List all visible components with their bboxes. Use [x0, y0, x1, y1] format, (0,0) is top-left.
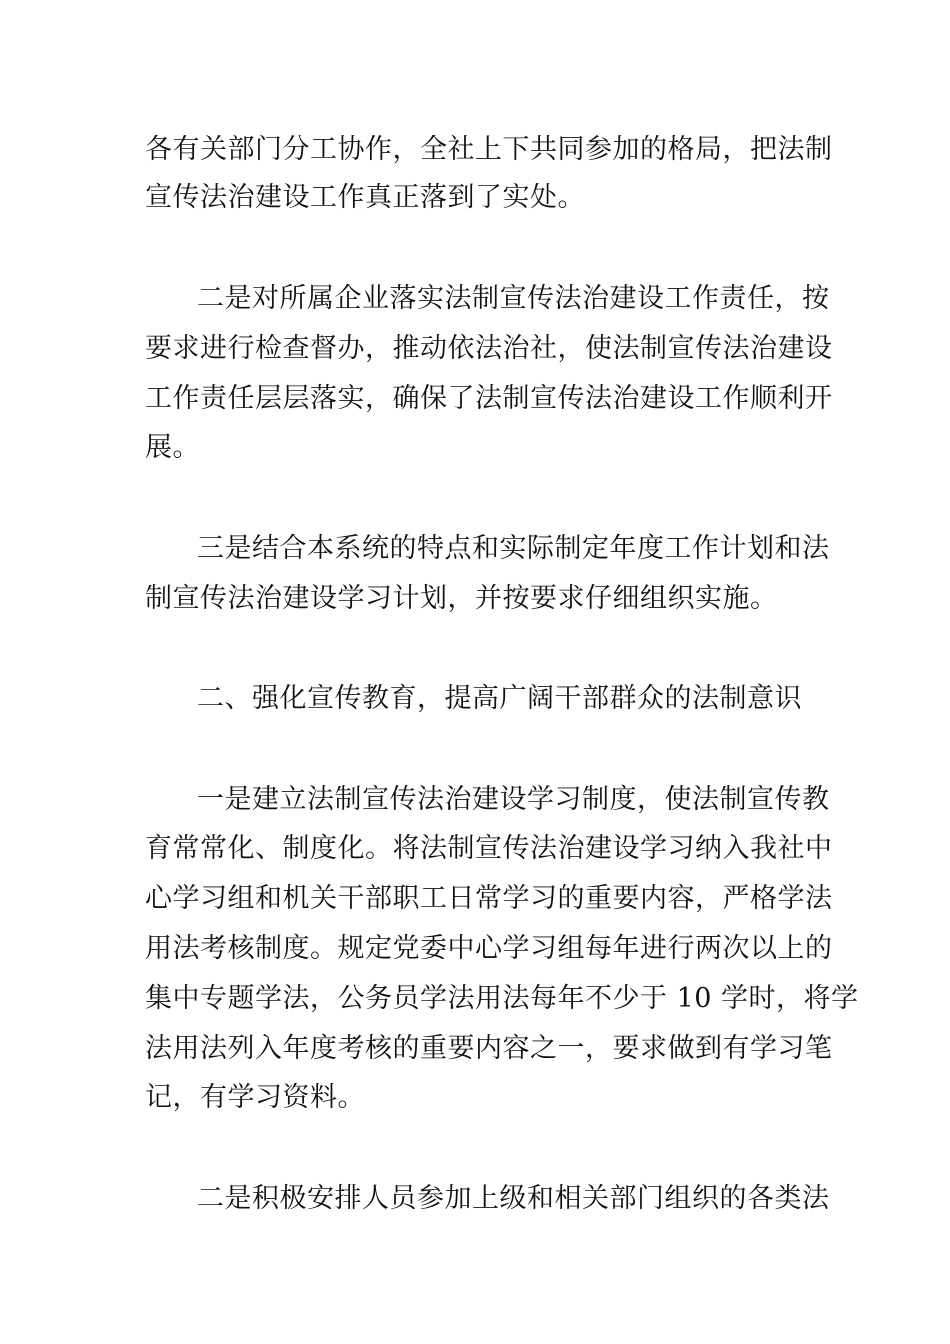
- paragraph-line: 二是积极安排人员参加上级和相关部门组织的各类法: [197, 1183, 830, 1214]
- paragraph-line: 二是对所属企业落实法制宣传法治建设工作责任，按: [197, 283, 830, 314]
- paragraph-line: 育常常化、制度化。将法制宣传法治建设学习纳入我社中: [145, 833, 833, 864]
- paragraph-line: 制宣传法治建设学习计划，并按要求仔细组织实施。: [145, 583, 778, 614]
- paragraph-line: 要求进行检查督办，推动依法治社，使法制宣传法治建设: [145, 333, 833, 364]
- paragraph-line: 工作责任层层落实，确保了法制宣传法治建设工作顺利开: [145, 383, 833, 414]
- paragraph-line: 用法考核制度。规定党委中心学习组每年进行两次以上的: [145, 933, 833, 964]
- paragraph-line: 法用法列入年度考核的重要内容之一，要求做到有学习笔: [145, 1033, 833, 1064]
- section-heading: 二、强化宣传教育，提高广阔干部群众的法制意识: [197, 683, 802, 714]
- paragraph-line: 心学习组和机关干部职工日常学习的重要内容，严格学法: [145, 883, 833, 914]
- paragraph-line: 三是结合本系统的特点和实际制定年度工作计划和法: [197, 533, 830, 564]
- paragraph-line: 记，有学习资料。: [145, 1082, 365, 1113]
- paragraph-line: 展。: [145, 432, 200, 463]
- paragraph-line: 宣传法治建设工作真正落到了实处。: [145, 182, 585, 213]
- paragraph-line: 各有关部门分工协作，全社上下共同参加的格局，把法制: [145, 134, 833, 165]
- paragraph-line: 集中专题学法，公务员学法用法每年不少于 10 学时，将学: [145, 983, 859, 1014]
- paragraph-line: 一是建立法制宣传法治建设学习制度，使法制宣传教: [197, 784, 830, 815]
